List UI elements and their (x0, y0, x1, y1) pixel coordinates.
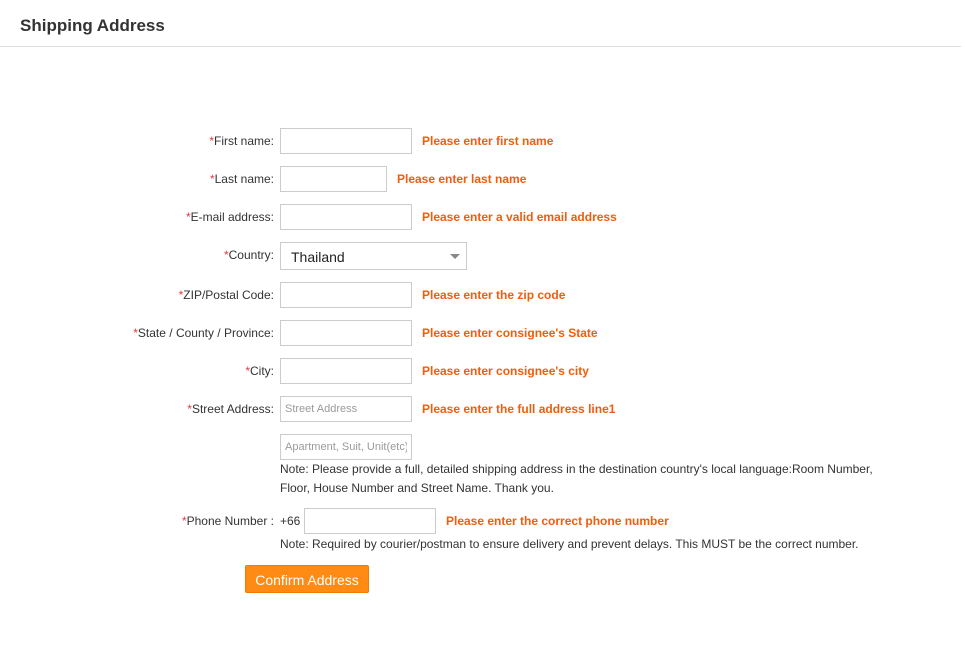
zip-input[interactable] (280, 282, 412, 308)
first-name-input[interactable] (280, 128, 412, 154)
country-label: *Country: (223, 248, 274, 262)
street-label: *Street Address: (187, 402, 274, 416)
country-selected-value: Thailand (291, 249, 345, 265)
page-title: Shipping Address (20, 16, 165, 35)
chevron-down-icon (450, 254, 460, 259)
street-error: Please enter the full address line1 (422, 402, 616, 416)
phone-label: *Phone Number : (181, 514, 274, 528)
city-label: *City: (245, 364, 274, 378)
first-name-label: *First name: (209, 134, 274, 148)
address-note-line1: Note: Please provide a full, detailed shipping address in the destination country's local language:Room Number, (280, 462, 873, 476)
phone-input[interactable] (304, 508, 436, 534)
email-label: *E-mail address: (185, 210, 274, 224)
first-name-error: Please enter first name (422, 134, 554, 148)
address-note-line2: Floor, House Number and Street Name. Thank you. (280, 481, 554, 495)
header (0, 0, 961, 47)
required-mark: * (181, 514, 187, 528)
last-name-label: *Last name: (209, 172, 274, 186)
phone-error: Please enter the correct phone number (446, 514, 669, 528)
city-input[interactable] (280, 358, 412, 384)
required-mark: * (133, 326, 138, 340)
required-mark: * (178, 288, 184, 302)
state-error: Please enter consignee's State (422, 326, 598, 340)
street-address-line2-input[interactable] (280, 434, 412, 460)
required-mark: * (209, 172, 215, 186)
phone-country-code: +66 (280, 514, 301, 528)
required-mark: * (223, 248, 229, 262)
required-mark: * (185, 210, 191, 224)
state-input[interactable] (280, 320, 412, 346)
zip-error: Please enter the zip code (422, 288, 566, 302)
street-address-line1-input[interactable] (280, 396, 412, 422)
email-input[interactable] (280, 204, 412, 230)
phone-note: Note: Required by courier/postman to ensure delivery and prevent delays. This MUST be the correct number. (280, 537, 859, 551)
last-name-input[interactable] (280, 166, 387, 192)
country-select[interactable] (280, 242, 467, 270)
last-name-error: Please enter last name (397, 172, 527, 186)
zip-label: *ZIP/Postal Code: (178, 288, 274, 302)
required-mark: * (187, 402, 192, 416)
confirm-address-button[interactable]: Confirm Address (245, 565, 369, 593)
email-error: Please enter a valid email address (422, 210, 617, 224)
city-error: Please enter consignee's city (422, 364, 589, 378)
required-mark: * (209, 134, 214, 148)
required-mark: * (245, 364, 250, 378)
state-label: *State / County / Province: (133, 326, 274, 340)
